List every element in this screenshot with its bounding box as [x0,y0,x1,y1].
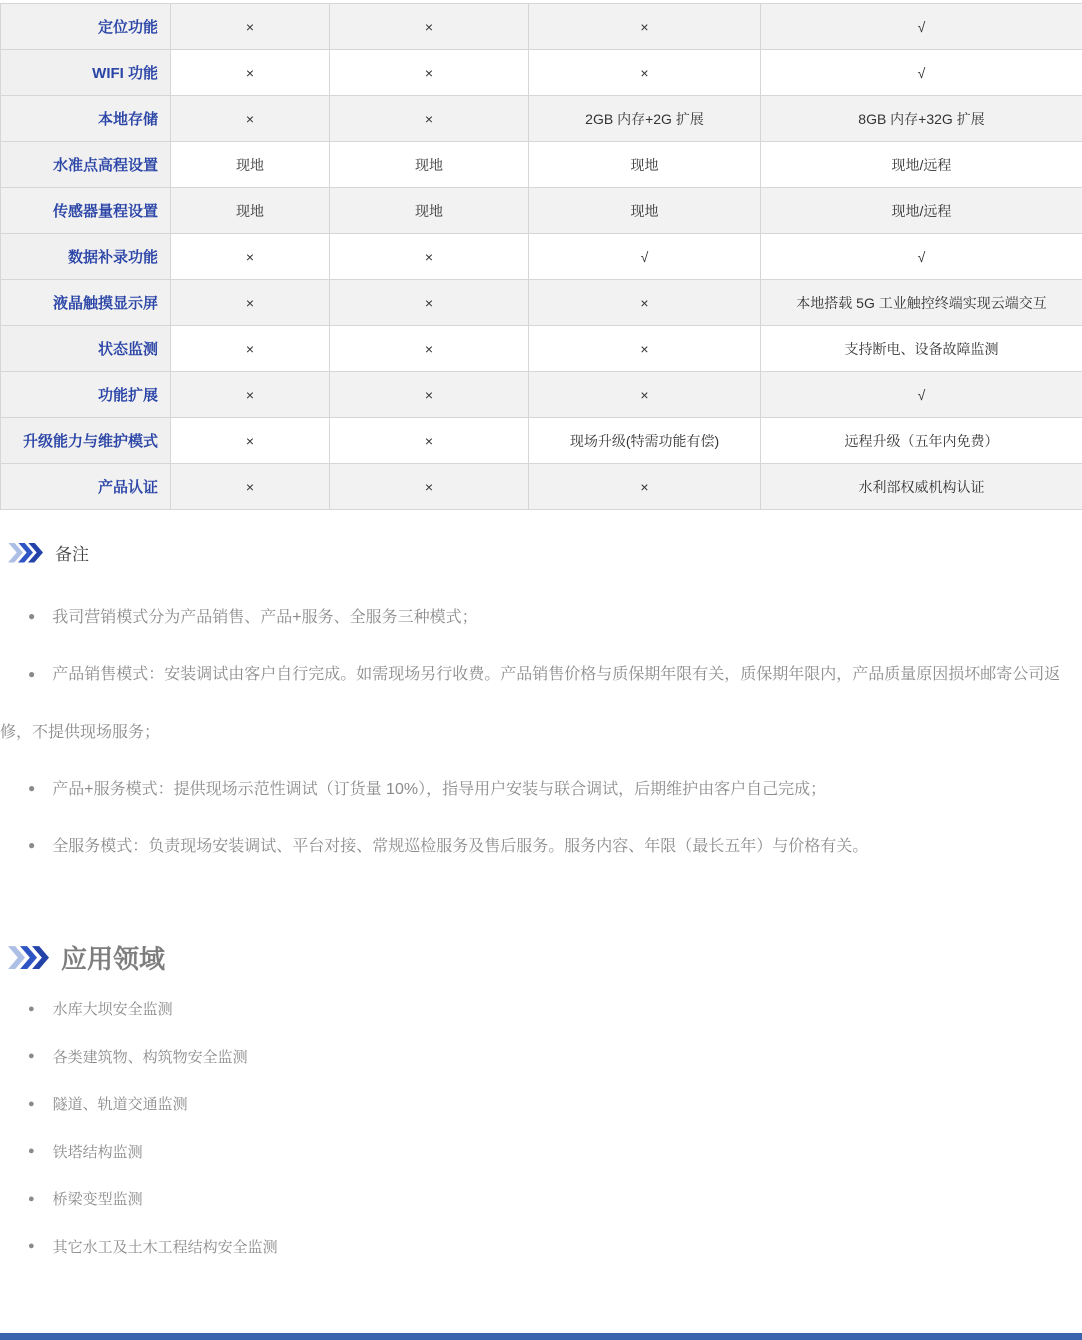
cell-value: × [529,50,761,96]
cell-value: 8GB 内存+32G 扩展 [761,96,1082,142]
cell-value: 现地/远程 [761,142,1082,188]
cell-value: × [330,464,529,510]
cell-value: × [330,326,529,372]
bullet-icon: ● [28,1223,35,1270]
cell-value: × [171,372,330,418]
cell-value: × [529,4,761,50]
cell-value: × [171,234,330,280]
cell-value: 现场升级(特需功能有偿) [529,418,761,464]
list-item-text: 各类建筑物、构筑物安全监测 [53,1049,248,1066]
cell-value: × [330,280,529,326]
row-label: 状态监测 [1,326,171,372]
list-item-text: 其它水工及土木工程结构安全监测 [53,1239,278,1256]
cell-value: √ [761,234,1082,280]
cell-value: 现地 [330,142,529,188]
cell-value: × [330,234,529,280]
applications-section-header [8,939,1082,976]
feature-comparison-table [0,3,1082,510]
cell-value: 现地 [529,188,761,234]
row-label: 水准点高程设置 [1,142,171,188]
list-item [0,589,1082,646]
table-row [1,96,1082,142]
cell-value: × [171,280,330,326]
cell-value: × [529,464,761,510]
list-item [0,646,1082,760]
triple-chevron-icon [8,946,49,969]
cell-value: √ [761,372,1082,418]
list-item-text: 桥梁变型监测 [53,1191,143,1208]
table-row [1,234,1082,280]
table-row [1,280,1082,326]
cell-value: × [171,418,330,464]
notes-section-title: 备注 [55,540,89,565]
table-row [1,326,1082,372]
list-item [0,761,1082,818]
cell-value: × [330,96,529,142]
cell-value: 远程升级（五年内免费） [761,418,1082,464]
table-row [1,372,1082,418]
cell-value: × [171,50,330,96]
cell-value: × [171,464,330,510]
row-label: 升级能力与维护模式 [1,418,171,464]
row-label: 功能扩展 [1,372,171,418]
bullet-icon: ● [28,646,35,703]
row-label: 数据补录功能 [1,234,171,280]
table-row [1,142,1082,188]
cell-value: × [171,326,330,372]
list-item-text: 全服务模式：负责现场安装调试、平台对接、常规巡检服务及售后服务。服务内容、年限（最长五年）与价格有关。 [52,838,868,855]
cell-value: 支持断电、设备故障监测 [761,326,1082,372]
cell-value: 现地 [529,142,761,188]
cell-value: √ [761,4,1082,50]
list-item [0,1034,1082,1082]
bullet-icon: ● [28,986,35,1033]
cell-value: × [529,280,761,326]
cell-value: √ [529,234,761,280]
table-row [1,418,1082,464]
row-label: 本地存储 [1,96,171,142]
list-item [0,1081,1082,1129]
list-item-text: 水库大坝安全监测 [53,1001,173,1018]
bullet-icon: ● [28,588,35,645]
list-item [0,1176,1082,1224]
cell-value: × [171,96,330,142]
applications-list [0,986,1082,1271]
list-item [0,986,1082,1034]
list-item-text: 我司营销模式分为产品销售、产品+服务、全服务三种模式； [52,609,477,626]
table-row [1,4,1082,50]
bullet-icon: ● [28,1176,35,1223]
bullet-icon: ● [28,1128,35,1175]
triple-chevron-icon [8,543,43,563]
list-item-text: 产品+服务模式：提供现场示范性调试（订货量 10%），指导用户安装与联合调试，后期维护由客户自己完成； [52,781,826,798]
cell-value: × [330,50,529,96]
cell-value: × [529,372,761,418]
cell-value: 现地 [171,142,330,188]
list-item [0,818,1082,875]
cell-value: 现地 [171,188,330,234]
cell-value: 2GB 内存+2G 扩展 [529,96,761,142]
cell-value: × [171,4,330,50]
table-row [1,464,1082,510]
cell-value: × [330,372,529,418]
bullet-icon: ● [28,760,35,817]
row-label: 传感器量程设置 [1,188,171,234]
notes-list [0,589,1082,875]
cell-value: 现地 [330,188,529,234]
bullet-icon: ● [28,1081,35,1128]
cell-value: 本地搭载 5G 工业触控终端实现云端交互 [761,280,1082,326]
cell-value: × [330,4,529,50]
list-item-text: 铁塔结构监测 [53,1144,143,1161]
cell-value: √ [761,50,1082,96]
cell-value: × [330,418,529,464]
row-label: 液晶触摸显示屏 [1,280,171,326]
table-row [1,50,1082,96]
row-label: 定位功能 [1,4,171,50]
row-label: WIFI 功能 [1,50,171,96]
feature-comparison-table-body [1,4,1082,510]
table-row [1,188,1082,234]
applications-section-title: 应用领域 [61,939,165,976]
cell-value: 现地/远程 [761,188,1082,234]
list-item-text: 产品销售模式：安装调试由客户自行完成。如需现场另行收费。产品销售价格与质保期年限有关，质保期年限内，产品质量原因损坏邮寄公司返修，不提供现场服务； [0,666,1060,740]
notes-section-header [8,540,1082,565]
bullet-icon: ● [28,817,35,874]
list-item-text: 隧道、轨道交通监测 [53,1096,188,1113]
cell-value: × [529,326,761,372]
bullet-icon: ● [28,1033,35,1080]
list-item [0,1129,1082,1177]
row-label: 产品认证 [1,464,171,510]
cell-value: 水利部权威机构认证 [761,464,1082,510]
list-item [0,1224,1082,1272]
